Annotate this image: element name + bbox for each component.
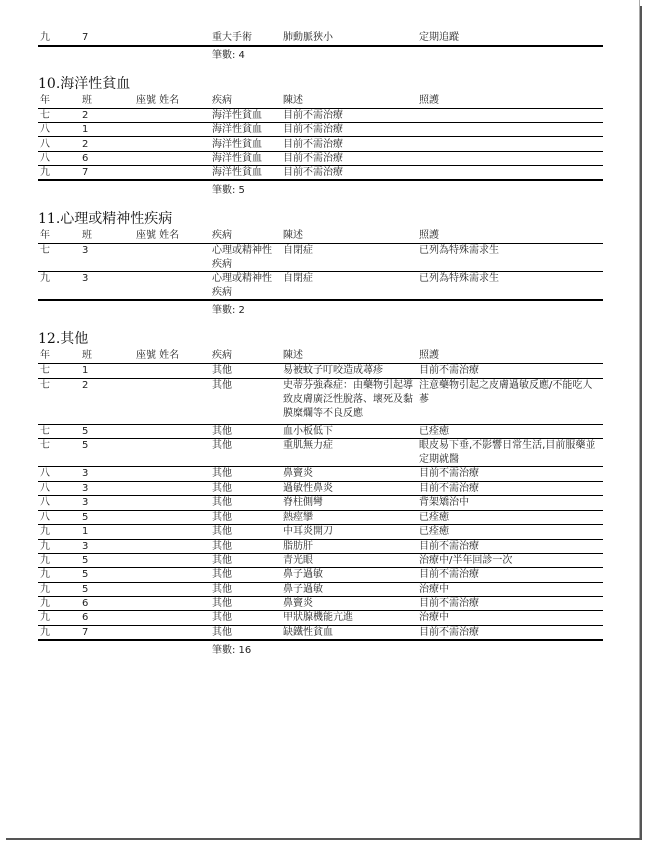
care-cell: 已列為特殊需求生 xyxy=(419,273,499,284)
disease-cell: 重大手術 xyxy=(212,32,252,43)
year-cell: 九 xyxy=(40,167,50,178)
class-cell: 1 xyxy=(82,526,89,537)
header-class: 班 xyxy=(82,95,92,106)
class-cell: 2 xyxy=(82,110,89,121)
class-cell: 5 xyxy=(82,426,89,437)
disease-cell: 心理或精神性疾病 xyxy=(212,273,272,298)
description-cell: 目前不需治療 xyxy=(283,139,343,150)
year-cell: 八 xyxy=(40,512,50,523)
description-cell: 脊柱側彎 xyxy=(283,497,323,508)
class-cell: 2 xyxy=(82,139,89,150)
class-cell: 1 xyxy=(82,124,89,135)
class-cell: 3 xyxy=(82,483,89,494)
description-cell: 熱痙攣 xyxy=(283,512,313,523)
year-cell: 七 xyxy=(40,245,50,256)
year-cell: 九 xyxy=(40,32,50,43)
disease-cell: 其他 xyxy=(212,426,232,437)
description-cell: 血小板低下 xyxy=(283,426,333,437)
year-cell: 九 xyxy=(40,584,50,595)
care-cell: 定期追蹤 xyxy=(419,32,459,43)
header-seat-name: 座號 姓名 xyxy=(136,350,180,361)
year-cell: 八 xyxy=(40,483,50,494)
class-cell: 5 xyxy=(82,440,89,451)
description-cell: 中耳炎開刀 xyxy=(283,526,333,537)
header-care: 照護 xyxy=(419,350,439,361)
disease-cell: 海洋性貧血 xyxy=(212,153,262,164)
disease-cell: 海洋性貧血 xyxy=(212,110,262,121)
care-cell: 目前不需治療 xyxy=(419,365,479,376)
description-cell: 青光眼 xyxy=(283,555,313,566)
class-cell: 3 xyxy=(82,468,89,479)
section-title: 10.海洋性貧血 xyxy=(38,76,131,92)
disease-cell: 其他 xyxy=(212,440,232,451)
header-disease: 疾病 xyxy=(212,95,232,106)
disease-cell: 其他 xyxy=(212,497,232,508)
year-cell: 八 xyxy=(40,124,50,135)
year-cell: 九 xyxy=(40,526,50,537)
description-cell: 目前不需治療 xyxy=(283,167,343,178)
year-cell: 七 xyxy=(40,365,50,376)
row-divider xyxy=(38,299,603,301)
description-cell: 史蒂芬強森症：由藥物引起導致皮膚廣泛性脫落、壞死及黏膜糜爛等不良反應 xyxy=(283,380,413,419)
year-cell: 七 xyxy=(40,380,50,391)
care-cell: 已痊癒 xyxy=(419,426,449,437)
class-cell: 2 xyxy=(82,380,89,391)
header-class: 班 xyxy=(82,230,92,241)
section-title: 12.其他 xyxy=(38,331,89,347)
disease-cell: 心理或精神性疾病 xyxy=(212,245,272,270)
description-cell: 目前不需治療 xyxy=(283,110,343,121)
row-divider xyxy=(38,271,603,272)
care-cell: 注意藥物引起之皮膚過敏反應/不能吃人蔘 xyxy=(419,380,593,405)
description-cell: 易被蚊子叮咬造成蕁疹 xyxy=(283,365,383,376)
year-cell: 七 xyxy=(40,440,50,451)
description-cell: 甲狀腺機能亢進 xyxy=(283,612,353,623)
description-cell: 自閉症 xyxy=(283,245,313,256)
record-count: 筆數: 2 xyxy=(212,305,245,316)
header-description: 陳述 xyxy=(283,350,303,361)
year-cell: 九 xyxy=(40,569,50,580)
table-bottom-rule xyxy=(38,45,603,47)
class-cell: 3 xyxy=(82,245,89,256)
header-seat-name: 座號 姓名 xyxy=(136,230,180,241)
description-cell: 自閉症 xyxy=(283,273,313,284)
header-seat-name: 座號 姓名 xyxy=(136,95,180,106)
header-care: 照護 xyxy=(419,230,439,241)
header-year: 年 xyxy=(40,350,50,361)
care-cell: 目前不需治療 xyxy=(419,483,479,494)
class-cell: 5 xyxy=(82,555,89,566)
description-cell: 鼻子過敏 xyxy=(283,569,323,580)
year-cell: 八 xyxy=(40,497,50,508)
page-shadow-right xyxy=(640,6,642,838)
year-cell: 九 xyxy=(40,541,50,552)
description-cell: 肺動脈狹小 xyxy=(283,32,333,43)
description-cell: 鼻竇炎 xyxy=(283,468,313,479)
disease-cell: 其他 xyxy=(212,541,232,552)
class-cell: 5 xyxy=(82,584,89,595)
disease-cell: 其他 xyxy=(212,555,232,566)
description-cell: 目前不需治療 xyxy=(283,124,343,135)
year-cell: 九 xyxy=(40,273,50,284)
disease-cell: 海洋性貧血 xyxy=(212,139,262,150)
disease-cell: 其他 xyxy=(212,483,232,494)
class-cell: 1 xyxy=(82,365,89,376)
record-count: 筆數: 16 xyxy=(212,645,252,656)
page-shadow-bottom xyxy=(6,838,642,840)
care-cell: 目前不需治療 xyxy=(419,598,479,609)
disease-cell: 其他 xyxy=(212,584,232,595)
care-cell: 治療中/半年回診一次 xyxy=(419,555,513,566)
year-cell: 九 xyxy=(40,627,50,638)
header-class: 班 xyxy=(82,350,92,361)
class-cell: 3 xyxy=(82,541,89,552)
care-cell: 已痊癒 xyxy=(419,526,449,537)
care-cell: 治療中 xyxy=(419,584,449,595)
year-cell: 八 xyxy=(40,468,50,479)
description-cell: 過敏性鼻炎 xyxy=(283,483,333,494)
disease-cell: 其他 xyxy=(212,380,232,391)
disease-cell: 其他 xyxy=(212,627,232,638)
year-cell: 九 xyxy=(40,612,50,623)
class-cell: 3 xyxy=(82,497,89,508)
care-cell: 目前不需治療 xyxy=(419,468,479,479)
care-cell: 眼皮易下垂,不影響日常生活,目前服藥並定期就醫 xyxy=(419,440,596,465)
year-cell: 九 xyxy=(40,598,50,609)
year-cell: 七 xyxy=(40,426,50,437)
care-cell: 目前不需治療 xyxy=(419,627,479,638)
header-year: 年 xyxy=(40,230,50,241)
class-cell: 6 xyxy=(82,612,89,623)
header-description: 陳述 xyxy=(283,95,303,106)
care-cell: 目前不需治療 xyxy=(419,541,479,552)
care-cell: 治療中 xyxy=(419,612,449,623)
care-cell: 已列為特殊需求生 xyxy=(419,245,499,256)
class-cell: 6 xyxy=(82,153,89,164)
care-cell: 已痊癒 xyxy=(419,512,449,523)
year-cell: 八 xyxy=(40,139,50,150)
row-divider xyxy=(38,179,603,181)
header-care: 照護 xyxy=(419,95,439,106)
record-count: 筆數: 4 xyxy=(212,50,245,61)
disease-cell: 其他 xyxy=(212,569,232,580)
description-cell: 目前不需治療 xyxy=(283,153,343,164)
disease-cell: 其他 xyxy=(212,365,232,376)
description-cell: 脂肪肝 xyxy=(283,541,313,552)
header-year: 年 xyxy=(40,95,50,106)
disease-cell: 其他 xyxy=(212,598,232,609)
class-cell: 5 xyxy=(82,569,89,580)
row-divider xyxy=(38,136,603,137)
disease-cell: 海洋性貧血 xyxy=(212,167,262,178)
class-cell: 7 xyxy=(82,167,89,178)
year-cell: 八 xyxy=(40,153,50,164)
class-cell: 7 xyxy=(82,627,89,638)
care-cell: 背架矯治中 xyxy=(419,497,469,508)
care-cell: 目前不需治療 xyxy=(419,569,479,580)
year-cell: 九 xyxy=(40,555,50,566)
class-cell: 3 xyxy=(82,273,89,284)
disease-cell: 其他 xyxy=(212,468,232,479)
disease-cell: 其他 xyxy=(212,512,232,523)
header-disease: 疾病 xyxy=(212,350,232,361)
row-divider xyxy=(38,639,603,641)
class-cell: 6 xyxy=(82,598,89,609)
header-description: 陳述 xyxy=(283,230,303,241)
header-rule xyxy=(38,243,603,244)
section-title: 11.心理或精神性疾病 xyxy=(38,211,173,227)
disease-cell: 海洋性貧血 xyxy=(212,124,262,135)
description-cell: 重肌無力症 xyxy=(283,440,333,451)
year-cell: 七 xyxy=(40,110,50,121)
class-cell: 5 xyxy=(82,512,89,523)
record-count: 筆數: 5 xyxy=(212,185,245,196)
class-cell: 7 xyxy=(82,32,89,43)
header-disease: 疾病 xyxy=(212,230,232,241)
disease-cell: 其他 xyxy=(212,526,232,537)
description-cell: 缺鐵性貧血 xyxy=(283,627,333,638)
description-cell: 鼻子過敏 xyxy=(283,584,323,595)
disease-cell: 其他 xyxy=(212,612,232,623)
description-cell: 鼻竇炎 xyxy=(283,598,313,609)
